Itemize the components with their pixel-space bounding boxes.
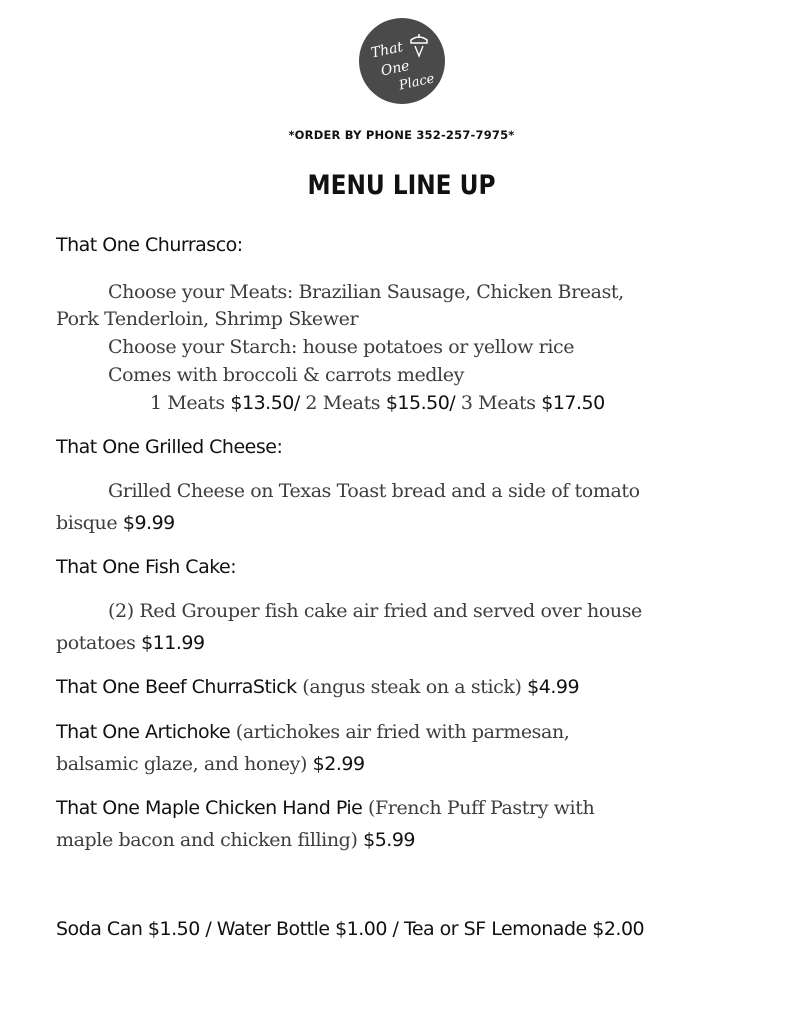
logo	[359, 18, 445, 104]
opt2-price: $15.50/	[385, 392, 456, 414]
logo-text-that: That	[369, 39, 405, 62]
churrasco-meats-line2: Pork Tenderloin, Shrimp Skewer	[56, 308, 359, 330]
hand-pie-desc-b: maple bacon and chicken filling)	[56, 829, 364, 851]
fish-cake-desc-line1: (2) Red Grouper fish cake air fried and served over house	[108, 600, 642, 622]
grilled-cheese-price: $9.99	[122, 512, 175, 534]
churrasco-side: Comes with broccoli & carrots medley	[108, 364, 464, 386]
hand-pie-price: $5.99	[363, 829, 416, 851]
logo-text-place: Place	[397, 71, 436, 94]
logo-text-one: One	[379, 57, 411, 80]
churrastick-price: $4.99	[527, 676, 580, 698]
order-phone-notice: *ORDER BY PHONE 352-257-7975*	[288, 128, 515, 142]
fish-cake-desc-line2	[56, 632, 205, 654]
item-hand-pie-line2	[56, 829, 415, 851]
opt2-label: 2 Meats	[305, 392, 386, 414]
opt3-label: 3 Meats	[460, 392, 542, 414]
grilled-cheese-desc-end: bisque	[56, 512, 123, 534]
logo-badge-icon	[359, 18, 445, 104]
artichoke-desc-a: (artichokes air fried with parmesan,	[230, 721, 570, 743]
fish-cake-price: $11.99	[141, 632, 205, 654]
opt1-price: $13.50/	[230, 392, 300, 414]
opt1-label: 1 Meats	[150, 392, 231, 414]
churrasco-meats-line1: Choose your Meats: Brazilian Sausage, Chicken Breast,	[108, 281, 624, 303]
artichoke-desc-b: balsamic glaze, and honey)	[56, 753, 313, 775]
hand-pie-name: That One Maple Chicken Hand Pie	[56, 797, 363, 819]
churrasco-price-line	[150, 392, 605, 414]
item-fish-cake-name: That One Fish Cake:	[56, 556, 237, 578]
churrasco-starch: Choose your Starch: house potatoes or yellow rice	[108, 336, 575, 358]
item-grilled-cheese-name: That One Grilled Cheese:	[56, 436, 283, 458]
churrastick-desc: (angus steak on a stick)	[296, 676, 528, 698]
artichoke-price: $2.99	[312, 753, 365, 775]
item-hand-pie-line1	[56, 797, 594, 819]
fish-cake-desc-end: potatoes	[56, 632, 142, 654]
opt3-price: $17.50	[541, 392, 605, 414]
item-churrastick	[56, 676, 579, 698]
artichoke-name: That One Artichoke	[56, 721, 231, 743]
grilled-cheese-desc-line2	[56, 512, 175, 534]
page-title: MENU LINE UP	[307, 170, 496, 201]
item-artichoke-line1	[56, 721, 569, 743]
hand-pie-desc-a: (French Puff Pastry with	[362, 797, 595, 819]
item-artichoke-line2	[56, 753, 365, 775]
drinks-line: Soda Can $1.50 / Water Bottle $1.00 / Tea or SF Lemonade $2.00	[56, 918, 645, 940]
grilled-cheese-desc-line1: Grilled Cheese on Texas Toast bread and a side of tomato	[108, 480, 640, 502]
item-churrasco-name: That One Churrasco:	[56, 234, 243, 256]
churrastick-name: That One Beef ChurraStick	[56, 676, 297, 698]
